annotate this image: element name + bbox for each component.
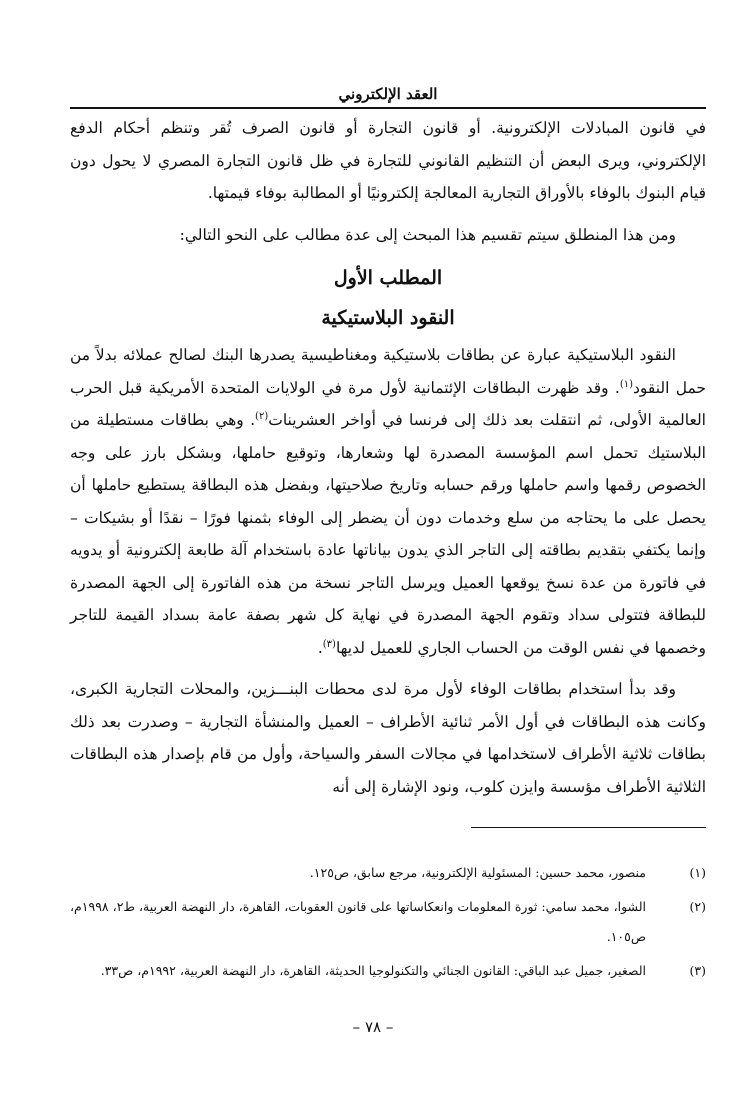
footnote: [70, 858, 706, 888]
footnote-text: الشوا، محمد سامي: ثورة المعلومات وانعكاساتها على قانون العقوبات، القاهرة، دار النهضة العربية، ط٢، ١٩٩٨م، ص١٠٥.: [70, 899, 646, 944]
paragraph-plastic-money: [70, 339, 706, 664]
paragraph-division: ومن هذا المنطلق سيتم تقسيم هذا المبحث إلى عدة مطالب على النحو التالي:: [179, 225, 676, 244]
footnote: [70, 892, 706, 952]
footnote: [70, 956, 706, 986]
footnote-number: (١): [689, 865, 706, 880]
paragraph-card-history: وقد بدأ استخدام بطاقات الوفاء لأول مرة لدى محطات البنـــزين، والمحلات التجارية الكبرى، وكانت هذه البطاقات في أول الأمر ثنائية الأطراف – العميل والمنشأة التجارية – وصدرت بعد ذلك بطاقات ثلاثية الأطراف لاستخدامها في مجالات السفر والسياحة، وأول من قام بإصدار هذه البطاقات الثلاثية الأطراف مؤسسة وايزن كلوب، ونود الإشارة إلى أنه: [70, 680, 706, 796]
footnote-ref-3: (٣): [322, 638, 336, 650]
footnote-number: (٢): [689, 899, 706, 914]
paragraph-text: .: [317, 638, 323, 657]
footnote-text: منصور، محمد حسين: المسئولية الإلكترونية، مرجع سابق، ص١٢٥.: [309, 865, 646, 880]
header-rule: [70, 107, 706, 109]
footnote-ref-2: (٢): [255, 410, 269, 422]
section-heading: المطلب الأول: [333, 267, 443, 289]
paragraph-intro: في قانون المبادلات الإلكترونية. أو قانون التجارة أو قانون الصرف تُقر وتنظم أحكام الدفع الإلكتروني، ويرى البعض أن التنظيم القانوني للتجارة في ظل قانون التجارة المصري لا يحول دون قيام البنوك بالوفاء بالأوراق التجارية المعالجة إلكترونيًا أو المطالبة بوفاء قيمتها.: [70, 119, 706, 202]
topic-heading: النقود البلاستيكية: [321, 307, 455, 329]
paragraph-text: . وهي بطاقات مستطيلة من البلاستيك تحمل اسم المؤسسة المصدرة لها وشعارها، وتوقيع حاملها، وبشكل بارز على وجه الخصوص رقمها واسم حاملها ورقم حسابه وتاريخ صلاحيتها، وبفضل هذه البطاقة يستطيع حاملها أن يحصل على ما يحتاجه من سلع وخدمات دون أن يضطر إلى الوفاء بثمنها فورًا – نقدًا أو بشيكات – وإنما يكتفي بتقديم بطاقته إلى التاجر الذي يدون بياناتها عادة باستخدام آلة طابعة إلكترونية أو يدويه في فاتورة من عدة نسخ يوقعها العميل ويرسل التاجر نسخة من هذه الفاتورة إلى الجهة المصدرة للبطاقة فتتولى سداد وتقوم الجهة المصدرة في نهاية كل شهر بصفة عامة بسداد القيمة للتاجر وخصمها في نفس الوقت من الحساب الجاري للعميل لديها: [70, 411, 706, 657]
footnote-ref-1: (١): [619, 378, 633, 390]
footnotes: [70, 858, 706, 990]
footnote-text: الصغير، جميل عبد الباقي: القانون الجنائي والتكنولوجيا الحديثة، القاهرة، دار النهضة العربية، ١٩٩٢م، ص٣٣.: [100, 963, 646, 978]
main-text: [70, 112, 706, 803]
page-number: – ٧٨ –: [352, 1018, 394, 1036]
footnote-number: (٣): [689, 963, 706, 978]
running-header: [70, 84, 706, 108]
paragraph-text: . وقد ظهرت البطاقات الإئتمانية لأول مرة في الولايات المتحدة الأمريكية قبل الحرب العالمية الأولى، ثم انتقلت بعد ذلك إلى فرنسا في أواخر العشرينات: [70, 378, 706, 429]
footnote-rule: [471, 827, 706, 828]
paragraph-text: النقود البلاستيكية عبارة عن بطاقات بلاستيكية ومغناطيسية يصدرها البنك لصالح عملائه بدلاً من حمل النقود: [70, 346, 706, 397]
running-title: العقد الإلكتروني: [338, 85, 438, 103]
